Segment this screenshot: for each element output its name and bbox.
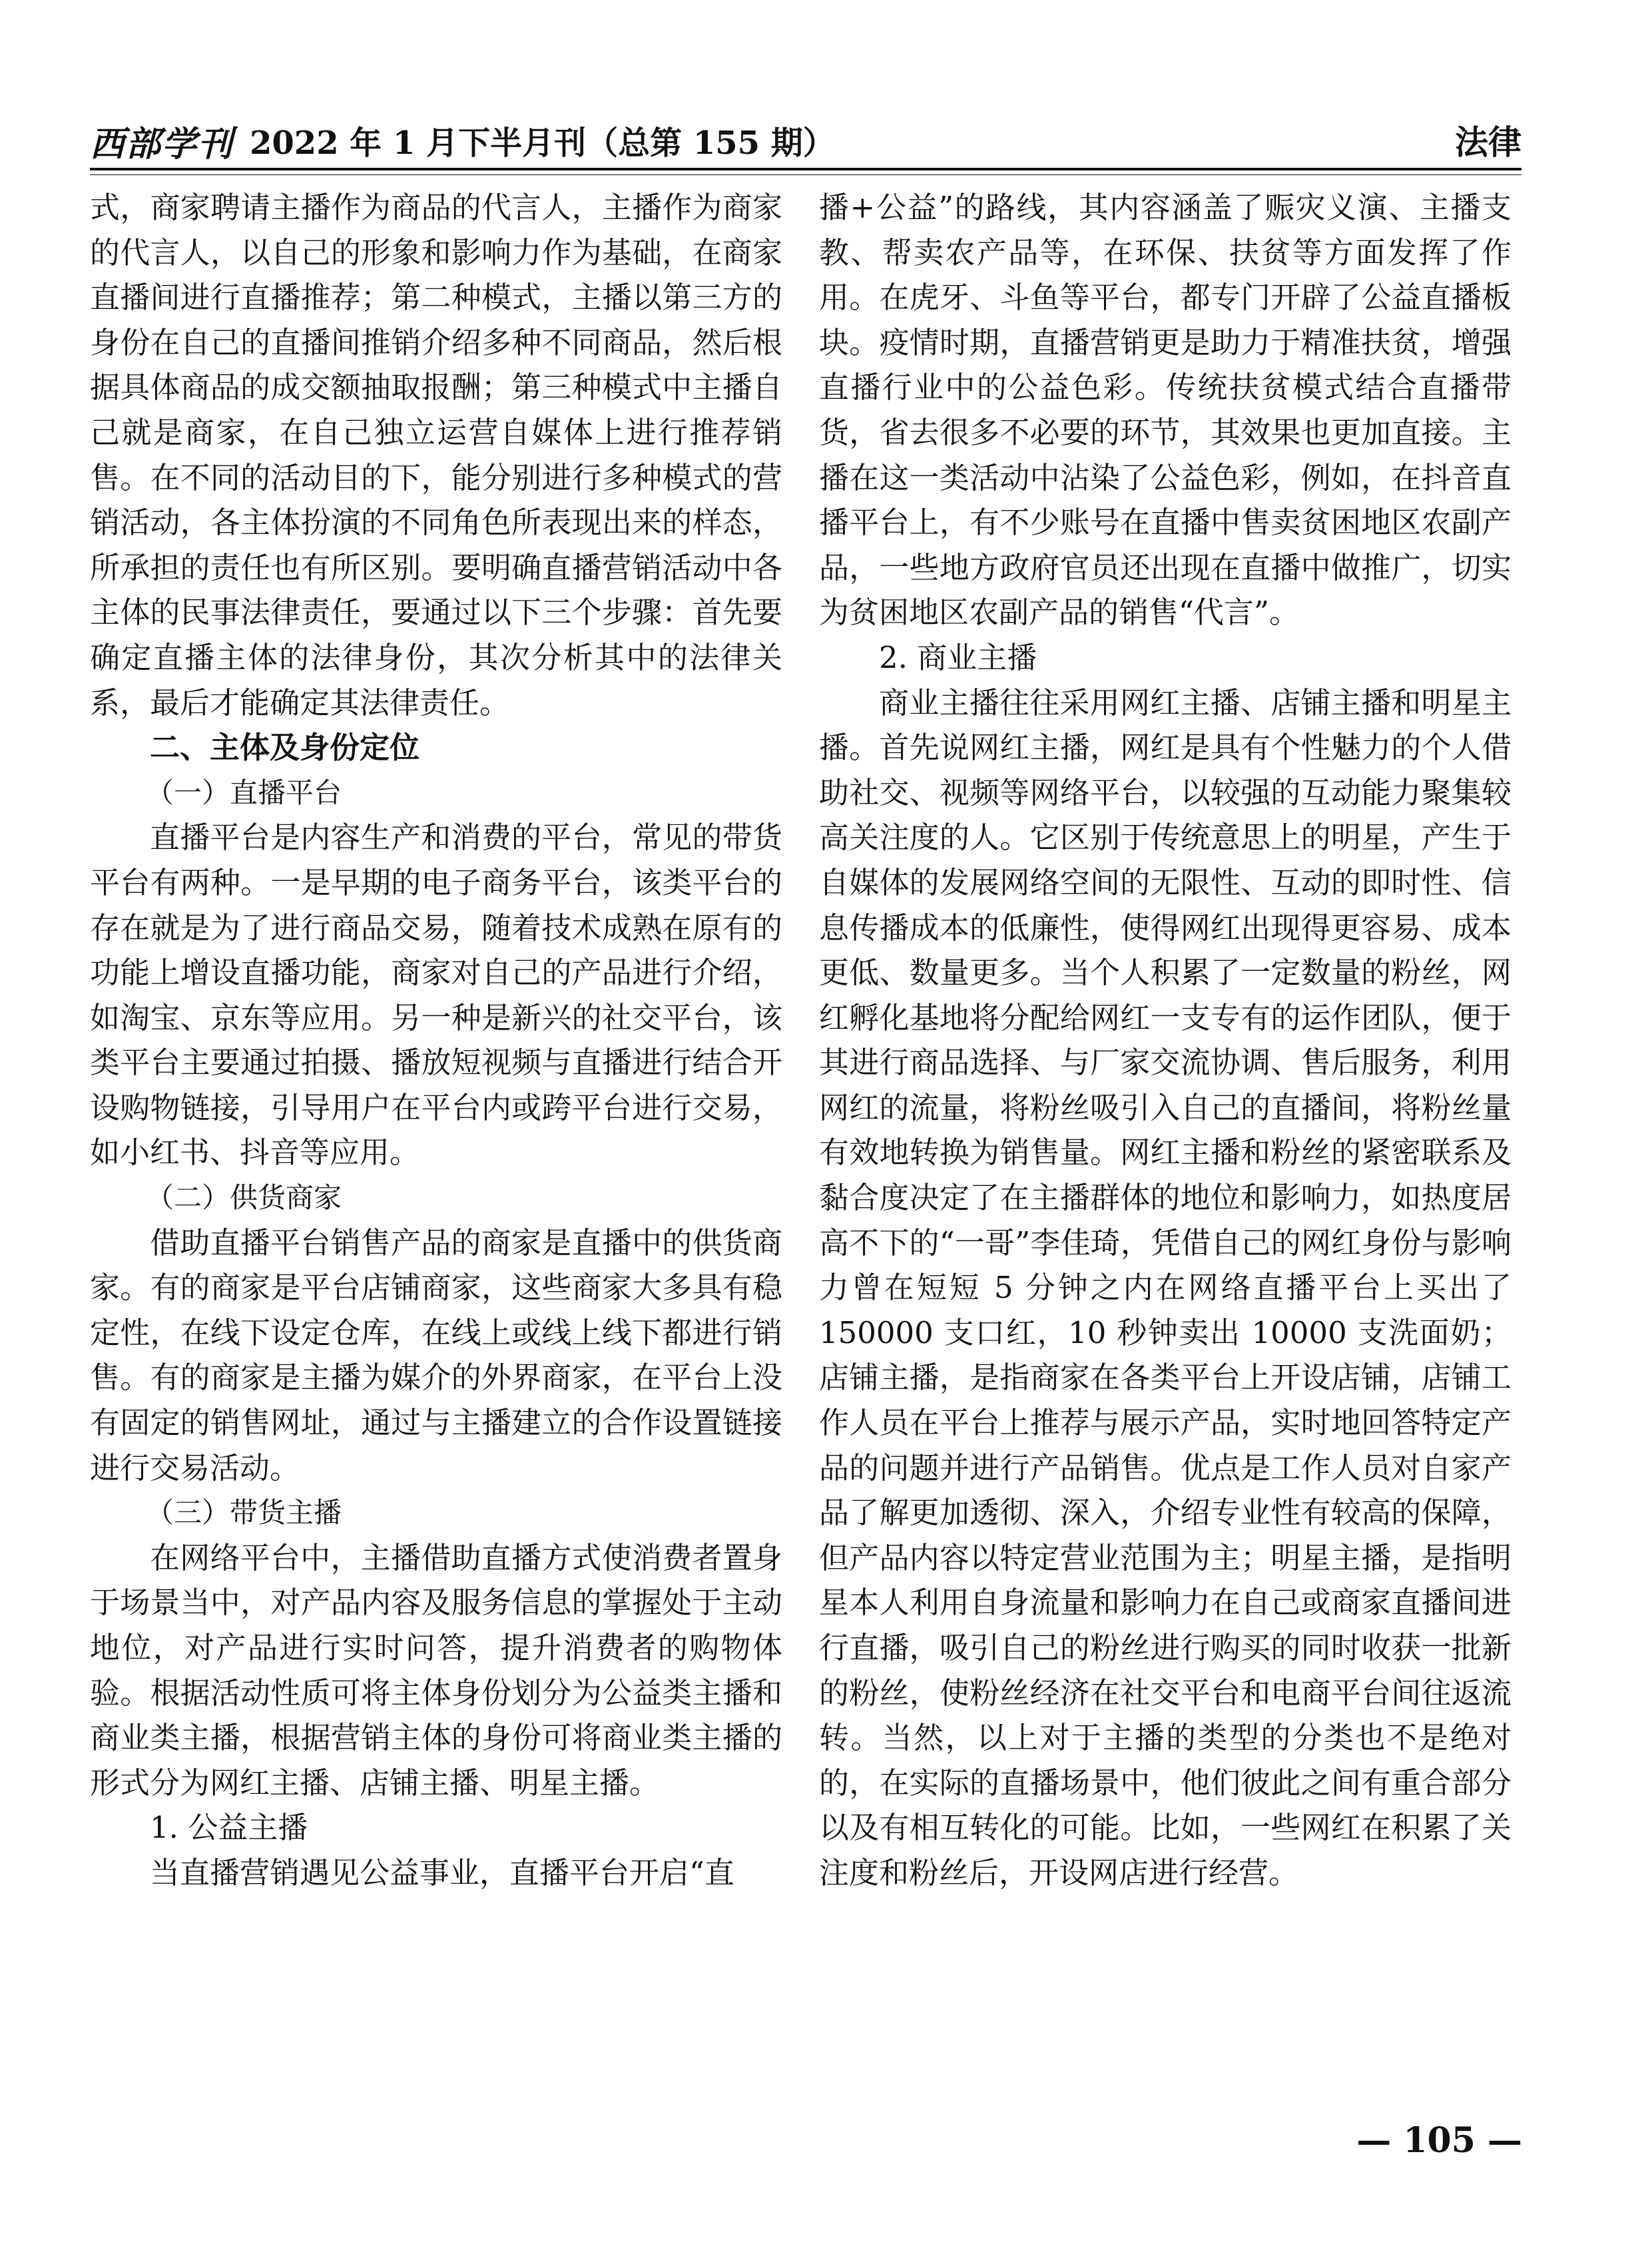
left-column (90, 185, 782, 1896)
subsection-heading: （二）供货商家 (146, 1181, 342, 1215)
section-heading: 二、主体及身份定位 (150, 730, 420, 766)
header-rule (90, 168, 1521, 170)
subsection-heading: （三）带货主播 (146, 1496, 342, 1530)
section-title: 法律 (1455, 123, 1521, 162)
header-rule-thin (90, 174, 1521, 175)
list-heading: 1. 公益主播 (150, 1810, 308, 1846)
paragraph: 商业主播往往采用网红主播、店铺主播和明星主播。首先说网红主播，网红是具有个性魅力的个人借助社交、视频等网络平台，以较强的互动能力聚集较高关注度的人。它区别于传统意思上的明星，产生于自媒体的发展网络空间的无限性、互动的即时性、信息传播成本的低廉性，使得网红出现得更容易、成本更低、数量更多。当个人积累了一定数量的粉丝，网红孵化基地将分配给网红一支专有的运作团队，便于其进行商品选择、与厂家交流协调、售后服务，利用网红的流量，将粉丝吸引入自己的直播间，将粉丝量有效地转换为销售量。网红主播和粉丝的紧密联系及黏合度决定了在主播群体的地位和影响力，如热度居高不下的“一哥”李佳琦，凭借自己的网红身份与影响力曾在短短 5 分钟之内在网络直播平台上买出了 150000 支口红，10 秒钟卖出 10000 支洗面奶；店铺主播，是指商家在各类平台上开设店铺，店铺工作人员在平台上推荐与展示产品，实时地回答特定产品的问题并进行产品销售。优点是工作人员对自家产品了解更加透彻、深入，介绍专业性有较高的保障，但产品内容以特定营业范围为主；明星主播，是指明星本人利用自身流量和影响力在自己或商家直播间进行直播，吸引自己的粉丝进行购买的同时收获一批新的粉丝，使粉丝经济在社交平台和电商平台间往返流转。当然，以上对于主播的类型的分类也不是绝对的，在实际的直播场景中，他们彼此之间有重合部分以及有相互转化的可能。比如，一些网红在积累了关注度和粉丝后，开设网店进行经营。 (819, 685, 1512, 1890)
paragraph: 借助直播平台销售产品的商家是直播中的供货商家。有的商家是平台店铺商家，这些商家大多具有稳定性，在线下设定仓库，在线上或线上线下都进行销售。有的商家是主播为媒介的外界商家，在平台上没有固定的销售网址，通过与主播建立的合作设置链接进行交易活动。 (90, 1225, 782, 1486)
subsection-heading: （一）直播平台 (146, 776, 342, 809)
paragraph: 直播平台是内容生产和消费的平台，常见的带货平台有两种。一是早期的电子商务平台，该类平台的存在就是为了进行商品交易，随着技术成熟在原有的功能上增设直播功能，商家对自己的产品进行介绍，如淘宝、京东等应用。另一种是新兴的社交平台，该类平台主要通过拍摄、播放短视频与直播进行结合开设购物链接，引导用户在平台内或跨平台进行交易，如小红书、抖音等应用。 (90, 820, 782, 1171)
issue-info: 2022 年 1 月下半月刊（总第 155 期） (250, 125, 835, 162)
paragraph: 式，商家聘请主播作为商品的代言人，主播作为商家的代言人，以自己的形象和影响力作为基础，在商家直播间进行直播推荐；第二种模式，主播以第三方的身份在自己的直播间推销介绍多种不同商品，然后根据具体商品的成交额抽取报酬；第三种模式中主播自己就是商家，在自己独立运营自媒体上进行推荐销售。在不同的活动目的下，能分别进行多种模式的营销活动，各主体扮演的不同角色所表现出来的样态，所承担的责任也有所区别。要明确直播营销活动中各主体的民事法律责任，要通过以下三个步骤：首先要确定直播主体的法律身份，其次分析其中的法律关系，最后才能确定其法律责任。 (90, 190, 782, 720)
journal-logo: 西部学刊 (90, 124, 234, 164)
list-heading: 2. 商业主播 (879, 639, 1037, 675)
paragraph: 在网络平台中，主播借助直播方式使消费者置身于场景当中，对产品内容及服务信息的掌握处于主动地位，对产品进行实时问答，提升消费者的购物体验。根据活动性质可将主体身份划分为公益类主播和商业类主播，根据营销主体的身份可将商业类主播的形式分为网红主播、店铺主播、明星主播。 (90, 1540, 782, 1801)
page-header (90, 112, 1521, 165)
paragraph: 当直播营销遇见公益事业，直播平台开启“直 (150, 1854, 735, 1890)
right-column (819, 185, 1512, 1896)
paragraph: 播+公益”的路线，其内容涵盖了赈灾义演、主播支教、帮卖农产品等，在环保、扶贫等方面发挥了作用。在虎牙、斗鱼等平台，都专门开辟了公益直播板块。疫情时期，直播营销更是助力于精准扶贫，增强直播行业中的公益色彩。传统扶贫模式结合直播带货，省去很多不必要的环节，其效果也更加直接。主播在这一类活动中沾染了公益色彩，例如，在抖音直播平台上，有不少账号在直播中售卖贫困地区农副产品，一些地方政府官员还出现在直播中做推广，切实为贫困地区农副产品的销售“代言”。 (819, 190, 1512, 631)
page-number: — 105 — (1356, 2120, 1522, 2161)
